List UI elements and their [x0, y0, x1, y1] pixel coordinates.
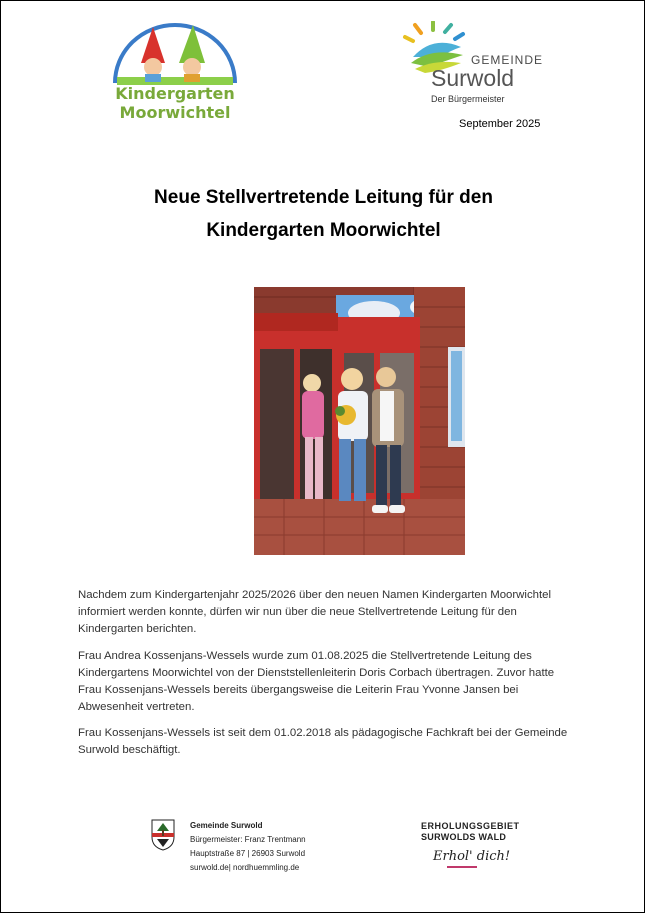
- group-photo: [254, 287, 465, 555]
- region-line1: ERHOLUNGSGEBIET: [421, 821, 520, 831]
- paragraph-1: Nachdem zum Kindergartenjahr 2025/2026 über den neuen Namen Kindergarten Moorwichtel informiert werden konnte, dürfen wir nun über die neue Stellvertretende Leitung für den Kindergarten berichten.: [78, 589, 552, 635]
- gemeinde-logo: [401, 21, 551, 109]
- footer-contact: [190, 819, 306, 875]
- paragraph-2: Frau Andrea Kossenjans-Wessels wurde zum 01.08.2025 die Stellvertretende Leitung des Kindergartens Moorwichtel von der Dienststellenleiterin Doris Corbach übertragen. Zuvor hatte Frau Kossenjans-Wessels bereits übergangsweise die Leiterin Frau Yvonne Jansen bei Abwesenheit vertreten.: [78, 650, 555, 713]
- photo-illustration: [254, 287, 465, 555]
- kindergarten-logo-line2: Moorwichtel: [119, 103, 231, 122]
- footer-web: surwold.de| nordhuemmling.de: [190, 863, 300, 872]
- region-line2: SURWOLDS WALD: [421, 832, 507, 842]
- gemeinde-label: GEMEINDE: [471, 53, 544, 67]
- page-title-line2: Kindergarten Moorwichtel: [206, 220, 441, 241]
- document-date: September 2025: [459, 118, 541, 130]
- paragraph-3: Frau Kossenjans-Wessels ist seit dem 01.02.2018 als pädagogische Fachkraft bei der Gemeinde Surwold beschäftigt.: [78, 727, 568, 756]
- gnome-arch-icon: [109, 19, 241, 91]
- slogan-underline: [447, 866, 477, 868]
- footer-org: Gemeinde Surwold: [190, 821, 263, 830]
- footer-address: Hauptstraße 87 | 26903 Surwold: [190, 849, 306, 858]
- kindergarten-logo-line1: Kindergarten: [115, 84, 235, 103]
- page-title-line1: Neue Stellvertretende Leitung für den: [154, 187, 493, 208]
- gemeinde-name: Surwold: [431, 65, 515, 91]
- erholungsgebiet-logo: [421, 821, 520, 842]
- gemeinde-subtitle: Der Bürgermeister: [431, 94, 505, 104]
- slogan: Erhol' dich!: [433, 849, 511, 864]
- kindergarten-logo: [109, 19, 241, 123]
- footer-mayor: Bürgermeister: Franz Trentmann: [190, 835, 306, 844]
- coat-of-arms-icon: [151, 819, 175, 851]
